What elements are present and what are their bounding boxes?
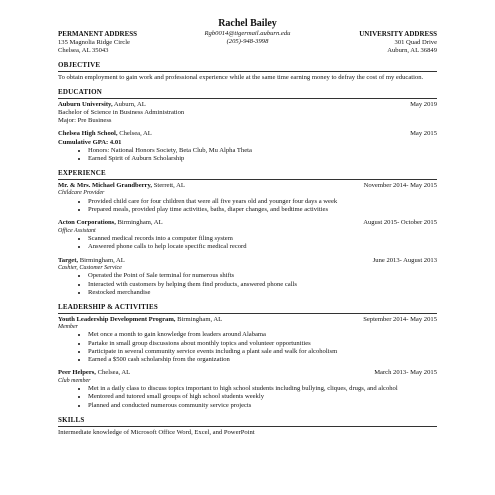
university-address-line2: Auburn, AL 36849 — [387, 46, 437, 54]
experience-entry — [58, 257, 437, 297]
permanent-address-line1: 135 Magnolia Ridge Circle — [58, 38, 130, 46]
employer-location: Birmingham, AL — [78, 256, 125, 264]
education-entry-header — [58, 101, 437, 109]
skills-section — [58, 416, 437, 437]
leadership-date: September 2014- May 2015 — [363, 315, 437, 323]
education-date: May 2015 — [410, 130, 437, 138]
education-date: May 2019 — [410, 100, 437, 108]
employer-location: Birmingham, AL — [115, 219, 163, 227]
email: Rgb0014@tigermail.auburn.edu — [204, 30, 291, 37]
school-name: Chelsea High School, — [58, 130, 118, 138]
experience-section — [58, 169, 437, 297]
objective-text: To obtain employment to gain work and professional experience while at the same time earning money to defray the cost of my education. — [58, 73, 424, 81]
experience-date: November 2014- May 2015 — [363, 182, 437, 190]
leadership-entry-header — [58, 369, 437, 377]
leadership-date: March 2013- May 2015 — [374, 369, 437, 377]
bullet-item: • Mentored and tutored small groups of high school students weekly — [88, 393, 437, 401]
organization-location: Chelsea, AL — [95, 369, 131, 377]
university-address-title: UNIVERSITY ADDRESS — [359, 29, 437, 38]
experience-date: June 2013- August 2013 — [372, 256, 437, 264]
bullet-item: • Operated the Point of Sale terminal for numerous shifts — [88, 272, 437, 280]
bullet-item: • Met in a daily class to discuss topics important to high school students including bullying, cliques, drugs, and alcohol — [88, 385, 437, 393]
objective-heading: OBJECTIVE — [58, 61, 437, 72]
experience-bullets — [58, 198, 437, 214]
bullet-item: • Prepared meals, provided play time activities, baths, diaper changes, and bedtime activities — [88, 206, 437, 214]
bullet-item: • Restocked merchandise — [88, 289, 437, 297]
school-location: Auburn, AL — [112, 100, 146, 108]
permanent-address — [58, 30, 137, 55]
job-title: Office Assistant — [58, 227, 96, 234]
bullet-item: • Planned and conducted numerous community service projects — [88, 402, 437, 410]
permanent-address-line2: Chelsea, AL 35043 — [58, 46, 109, 54]
leadership-entry — [58, 369, 437, 409]
school-location: Chelsea, AL — [117, 130, 152, 138]
experience-bullets — [58, 235, 437, 251]
leadership-section — [58, 303, 437, 410]
employer-name: Mr. & Mrs. Michael Grandberry, — [58, 182, 153, 190]
bullet-item: • Honors: National Honors Society, Beta Club, Mu Alpha Theta — [88, 147, 437, 155]
bullet-item: • Met once a month to gain knowledge from leaders around Alabama — [88, 331, 437, 339]
experience-bullets — [58, 272, 437, 297]
experience-date: August 2015- October 2015 — [363, 219, 437, 227]
education-heading: EDUCATION — [58, 88, 437, 99]
leadership-entry-header — [58, 316, 437, 324]
gpa: Cumulative GPA: 4.01 — [58, 138, 122, 146]
leadership-bullets — [58, 385, 437, 410]
bullet-item: • Answered phone calls to help locate specific medical record — [88, 243, 437, 251]
school-name: Auburn University, — [58, 100, 113, 108]
job-title: Cashier, Customer Service — [58, 264, 122, 271]
member-role: Member — [58, 323, 78, 330]
experience-entry-header — [58, 257, 437, 265]
bullet-item: • Provided child care for four children that were all five years old and younger four days a week — [88, 198, 437, 206]
bullet-item: • Partake in small group discussions about monthly topics and volunteer opportunities — [88, 340, 437, 348]
phone: (205)-948-3998 — [226, 37, 269, 45]
leadership-heading: LEADERSHIP & ACTIVITIES — [58, 303, 437, 314]
education-entry — [58, 130, 437, 163]
bullet-item: • Earned a $500 cash scholarship from the organization — [88, 356, 437, 364]
university-address — [359, 30, 437, 55]
education-entry-header — [58, 130, 437, 138]
degree: Bachelor of Science in Business Administration — [58, 109, 185, 116]
leadership-bullets — [58, 331, 437, 364]
experience-entry-header — [58, 219, 437, 227]
education-section — [58, 88, 437, 163]
bullet-item: • Interacted with customers by helping them find products, answered phone calls — [88, 281, 437, 289]
member-role: Club member — [58, 377, 91, 384]
bullet-item: • Participate in several community service events including a plant sale and walk for alcoholism — [88, 348, 437, 356]
permanent-address-title: PERMANENT ADDRESS — [58, 29, 138, 38]
applicant-name: Rachel Bailey — [218, 18, 277, 29]
organization-name: Peer Helpers, — [58, 369, 96, 377]
organization-location: Birmingham, AL — [175, 315, 223, 323]
employer-name: Acton Corporations, — [58, 219, 116, 227]
leadership-entry — [58, 316, 437, 365]
experience-heading: EXPERIENCE — [58, 169, 437, 180]
job-title: Childcare Provider — [58, 190, 105, 197]
skills-heading: SKILLS — [58, 416, 437, 427]
bullet-item: • Earned Spirit of Auburn Scholarship — [88, 155, 437, 163]
major: Major: Pre Business — [58, 117, 112, 125]
education-entry — [58, 101, 437, 126]
education-bullets — [58, 147, 437, 163]
employer-name: Target, — [58, 256, 79, 264]
skills-text: Intermediate knowledge of Microsoft Office Word, Excel, and PowerPoint — [58, 428, 255, 436]
university-address-line1: 301 Quad Drive — [394, 38, 437, 46]
employer-location: Sterrett, AL — [152, 182, 185, 190]
bullet-item: • Scanned medical records into a computer filing system — [88, 235, 437, 243]
organization-name: Youth Leadership Development Program, — [58, 315, 176, 323]
experience-entry — [58, 219, 437, 251]
experience-entry-header — [58, 182, 437, 190]
experience-entry — [58, 182, 437, 214]
objective-section — [58, 61, 437, 82]
